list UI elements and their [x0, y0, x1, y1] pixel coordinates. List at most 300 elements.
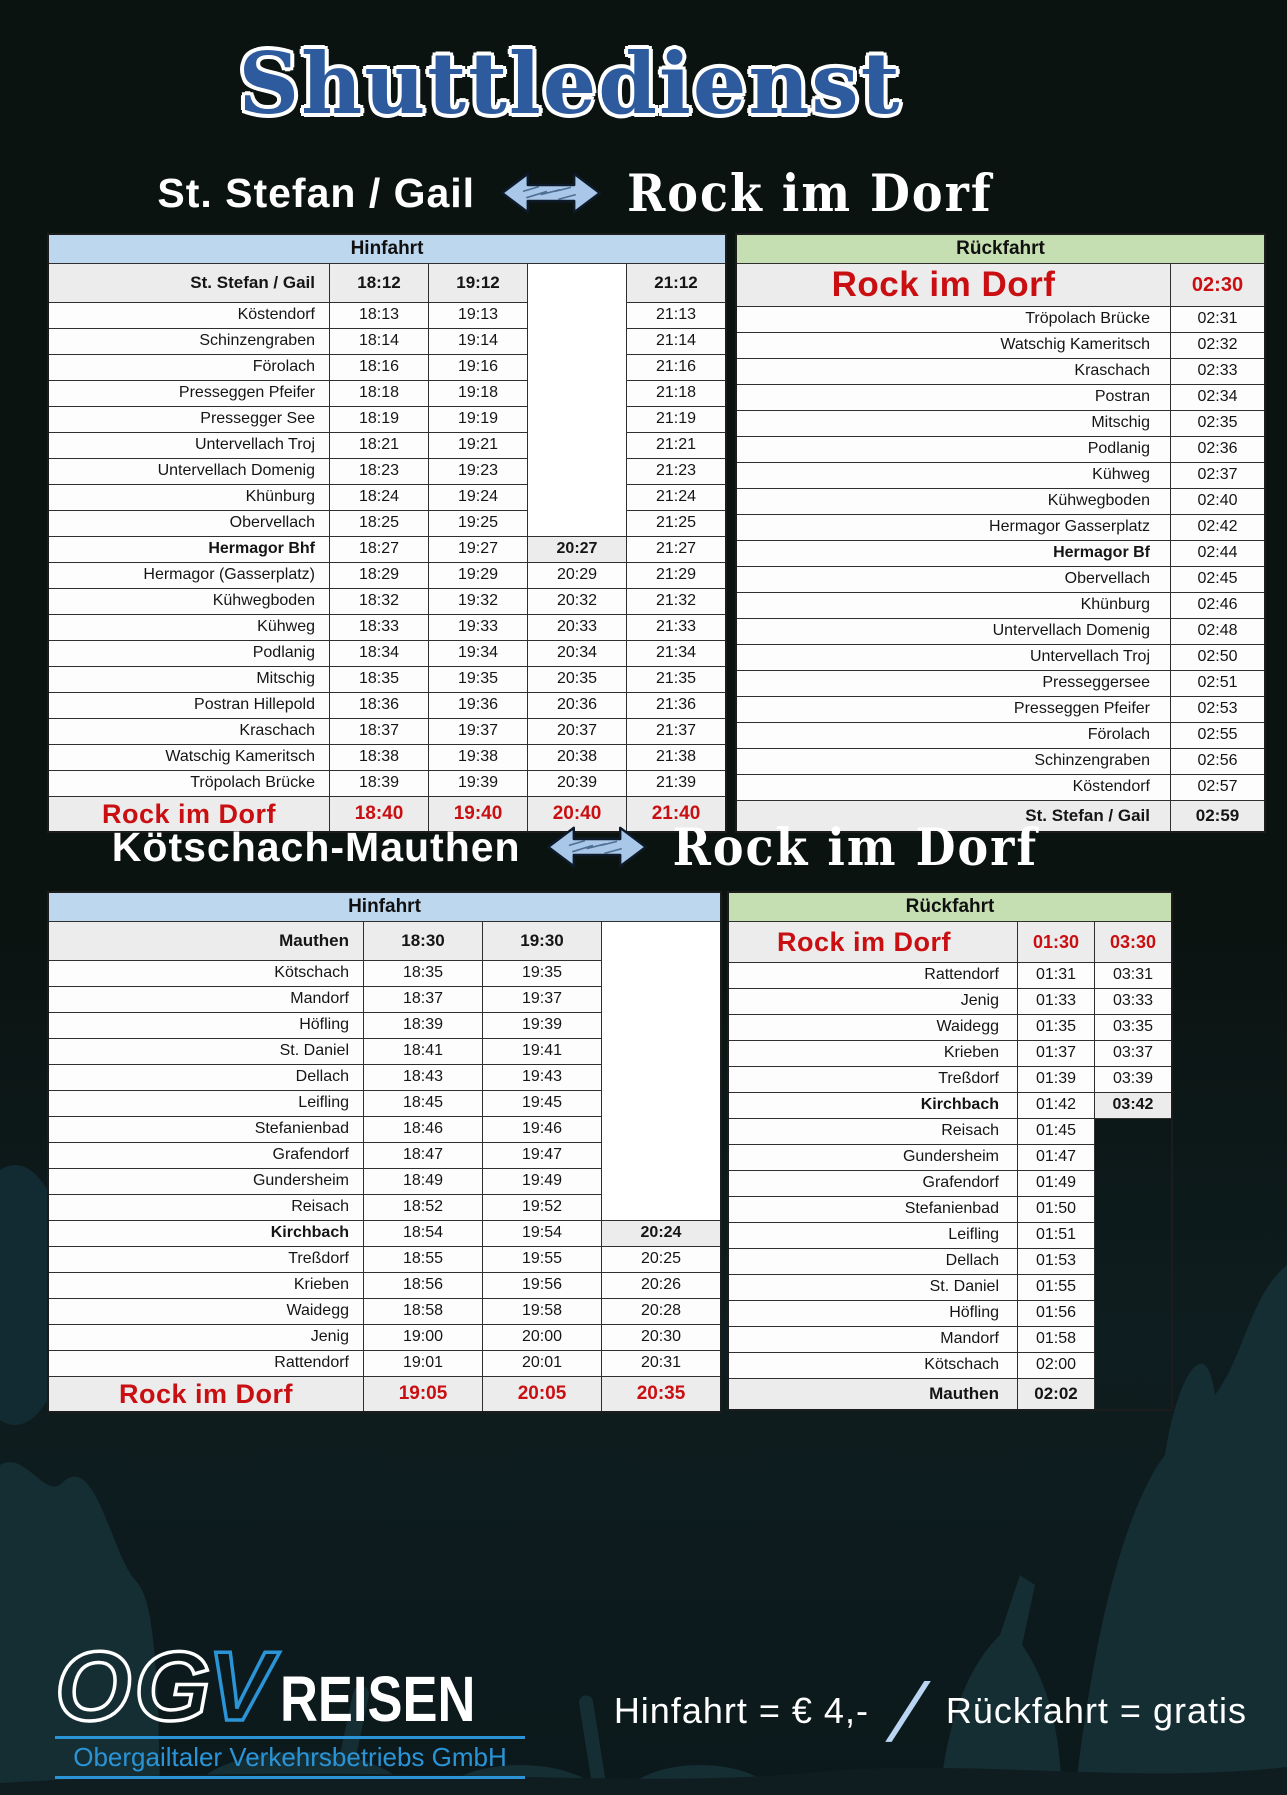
table-row — [48, 1143, 721, 1169]
table-band-header: Hinfahrt — [48, 892, 721, 922]
time-cell: 18:16 — [330, 355, 429, 381]
time-cell: 21:14 — [627, 329, 727, 355]
time-cell: 01:37 — [1018, 1041, 1095, 1067]
time-cell — [1095, 1197, 1173, 1223]
time-cell: 02:32 — [1171, 333, 1266, 359]
time-cell: 02:55 — [1171, 723, 1266, 749]
timetable-stefan-rueckfahrt — [735, 233, 1266, 833]
table-row — [48, 1091, 721, 1117]
time-cell: 20:37 — [528, 719, 627, 745]
time-cell: 20:30 — [602, 1325, 722, 1351]
time-cell: 21:19 — [627, 407, 727, 433]
station-cell: Kühwegboden — [48, 589, 330, 615]
time-cell: 01:30 — [1018, 922, 1095, 963]
time-cell: 20:36 — [528, 693, 627, 719]
time-cell: 19:35 — [429, 667, 528, 693]
time-cell: 21:39 — [627, 771, 727, 797]
time-cell — [528, 355, 627, 381]
station-cell: Kraschach — [48, 719, 330, 745]
station-cell: Stefanienbad — [48, 1117, 364, 1143]
time-cell: 02:46 — [1171, 593, 1266, 619]
logo-reisen-text: REISEN — [279, 1663, 476, 1736]
time-cell: 18:25 — [330, 511, 429, 537]
time-cell: 18:55 — [364, 1247, 483, 1273]
time-cell: 21:33 — [627, 615, 727, 641]
time-cell: 18:35 — [364, 961, 483, 987]
time-cell: 20:33 — [528, 615, 627, 641]
station-cell: Rock im Dorf — [48, 1377, 364, 1413]
table-row — [736, 411, 1265, 437]
table-band-row — [736, 234, 1265, 264]
time-cell: 20:01 — [483, 1351, 602, 1377]
station-cell: Rock im Dorf — [728, 922, 1018, 963]
time-cell: 02:00 — [1018, 1353, 1095, 1379]
table-row — [48, 1169, 721, 1195]
time-cell: 02:45 — [1171, 567, 1266, 593]
table-row — [728, 989, 1172, 1015]
table-row — [736, 775, 1265, 801]
table-row — [736, 619, 1265, 645]
table-row — [48, 771, 726, 797]
time-cell — [602, 1143, 722, 1169]
time-cell: 18:52 — [364, 1195, 483, 1221]
time-cell — [528, 459, 627, 485]
page-title: Shuttledienst — [238, 34, 902, 133]
table-row — [48, 1221, 721, 1247]
time-cell: 19:01 — [364, 1351, 483, 1377]
time-cell — [528, 381, 627, 407]
time-cell: 03:31 — [1095, 963, 1173, 989]
time-cell — [1095, 1379, 1173, 1411]
time-cell: 19:36 — [429, 693, 528, 719]
time-cell: 18:58 — [364, 1299, 483, 1325]
price-hinfahrt: Hinfahrt = € 4,- — [613, 1689, 869, 1731]
time-cell: 20:39 — [528, 771, 627, 797]
station-cell: Untervellach Domenig — [48, 459, 330, 485]
station-cell: Schinzengraben — [736, 749, 1171, 775]
time-cell: 21:23 — [627, 459, 727, 485]
station-cell: Kirchbach — [728, 1093, 1018, 1119]
station-cell: Kühwegboden — [736, 489, 1171, 515]
logo-subtitle: Obergailtaler Verkehrsbetriebs GmbH — [55, 1736, 525, 1779]
table-row — [736, 567, 1265, 593]
time-cell: 19:13 — [429, 303, 528, 329]
time-cell: 19:34 — [429, 641, 528, 667]
time-cell: 20:29 — [528, 563, 627, 589]
time-cell — [528, 264, 627, 303]
table-row — [728, 963, 1172, 989]
table-row — [728, 1171, 1172, 1197]
time-cell: 18:49 — [364, 1169, 483, 1195]
time-cell: 01:49 — [1018, 1171, 1095, 1197]
time-cell: 20:25 — [602, 1247, 722, 1273]
station-cell: Mitschig — [736, 411, 1171, 437]
time-cell: 21:25 — [627, 511, 727, 537]
station-cell: Förolach — [48, 355, 330, 381]
time-cell: 03:35 — [1095, 1015, 1173, 1041]
section1-title — [0, 162, 1150, 224]
table-row — [48, 459, 726, 485]
time-cell: 19:41 — [483, 1039, 602, 1065]
time-cell: 18:12 — [330, 264, 429, 303]
time-cell: 18:54 — [364, 1221, 483, 1247]
station-cell: Höfling — [728, 1301, 1018, 1327]
time-cell — [1095, 1275, 1173, 1301]
station-cell: Leifling — [48, 1091, 364, 1117]
time-cell: 02:42 — [1171, 515, 1266, 541]
time-cell: 21:40 — [627, 797, 727, 833]
table-row — [48, 537, 726, 563]
time-cell: 19:14 — [429, 329, 528, 355]
station-cell: Mandorf — [728, 1327, 1018, 1353]
station-cell: Dellach — [728, 1249, 1018, 1275]
table-row — [736, 723, 1265, 749]
time-cell: 19:25 — [429, 511, 528, 537]
station-cell: Mauthen — [48, 922, 364, 961]
table-row — [728, 1067, 1172, 1093]
time-cell: 20:35 — [602, 1377, 722, 1413]
station-cell: Obervellach — [736, 567, 1171, 593]
table-row — [728, 1327, 1172, 1353]
time-cell — [528, 303, 627, 329]
time-cell: 19:29 — [429, 563, 528, 589]
table-row — [48, 1039, 721, 1065]
table-row — [48, 407, 726, 433]
time-cell: 21:24 — [627, 485, 727, 511]
station-cell: Khünburg — [48, 485, 330, 511]
table-band-row — [728, 892, 1172, 922]
time-cell: 21:37 — [627, 719, 727, 745]
station-cell: Treßdorf — [728, 1067, 1018, 1093]
time-cell: 20:27 — [528, 537, 627, 563]
time-cell: 19:37 — [483, 987, 602, 1013]
station-cell: Gundersheim — [728, 1145, 1018, 1171]
time-cell: 03:42 — [1095, 1093, 1173, 1119]
table-row — [736, 515, 1265, 541]
time-cell: 19:39 — [483, 1013, 602, 1039]
time-cell — [602, 922, 722, 961]
time-cell: 18:45 — [364, 1091, 483, 1117]
table-row — [48, 719, 726, 745]
table-band-header: Rückfahrt — [736, 234, 1265, 264]
time-cell: 02:57 — [1171, 775, 1266, 801]
station-cell: Köstendorf — [736, 775, 1171, 801]
section1-title-left: St. Stefan / Gail — [157, 169, 476, 216]
time-cell: 02:34 — [1171, 385, 1266, 411]
station-cell: Kühweg — [48, 615, 330, 641]
station-cell: Tröpolach Brücke — [48, 771, 330, 797]
time-cell: 18:40 — [330, 797, 429, 833]
time-cell: 02:44 — [1171, 541, 1266, 567]
time-cell: 02:33 — [1171, 359, 1266, 385]
slash-divider: / — [888, 1667, 927, 1753]
station-cell: Presseggen Pfeifer — [48, 381, 330, 407]
station-cell: Jenig — [48, 1325, 364, 1351]
table-row — [736, 541, 1265, 567]
station-cell: Mauthen — [728, 1379, 1018, 1411]
station-cell: Jenig — [728, 989, 1018, 1015]
time-cell: 01:51 — [1018, 1223, 1095, 1249]
time-cell: 01:55 — [1018, 1275, 1095, 1301]
station-cell: Untervellach Domenig — [736, 619, 1171, 645]
table-row — [736, 333, 1265, 359]
table-row — [48, 1351, 721, 1377]
table-row — [48, 641, 726, 667]
time-cell: 19:24 — [429, 485, 528, 511]
time-cell: 02:35 — [1171, 411, 1266, 437]
station-cell: Obervellach — [48, 511, 330, 537]
time-cell — [602, 1065, 722, 1091]
table-row — [48, 329, 726, 355]
time-cell: 21:38 — [627, 745, 727, 771]
time-cell: 19:00 — [364, 1325, 483, 1351]
table-row — [48, 589, 726, 615]
station-cell: Mandorf — [48, 987, 364, 1013]
table-row — [736, 645, 1265, 671]
table-row — [48, 381, 726, 407]
time-cell: 19:16 — [429, 355, 528, 381]
time-cell — [528, 407, 627, 433]
time-cell: 19:38 — [429, 745, 528, 771]
time-cell: 02:31 — [1171, 307, 1266, 333]
station-cell: Kühweg — [736, 463, 1171, 489]
table-row — [736, 264, 1265, 307]
station-cell: Reisach — [48, 1195, 364, 1221]
time-cell: 18:56 — [364, 1273, 483, 1299]
time-cell: 01:42 — [1018, 1093, 1095, 1119]
time-cell: 18:30 — [364, 922, 483, 961]
station-cell: Krieben — [48, 1273, 364, 1299]
time-cell: 18:29 — [330, 563, 429, 589]
time-cell: 02:40 — [1171, 489, 1266, 515]
station-cell: Kötschach — [48, 961, 364, 987]
table-row — [48, 355, 726, 381]
station-cell: Postran — [736, 385, 1171, 411]
time-cell: 19:23 — [429, 459, 528, 485]
time-cell — [1095, 1145, 1173, 1171]
time-cell: 21:27 — [627, 537, 727, 563]
table-row — [728, 1041, 1172, 1067]
time-cell: 18:13 — [330, 303, 429, 329]
time-cell: 19:43 — [483, 1065, 602, 1091]
table-row — [48, 961, 721, 987]
logo-v-mark: V — [207, 1631, 276, 1741]
table-row — [48, 485, 726, 511]
station-cell: Schinzengraben — [48, 329, 330, 355]
time-cell: 18:21 — [330, 433, 429, 459]
station-cell: Rattendorf — [728, 963, 1018, 989]
station-cell: Postran Hillepold — [48, 693, 330, 719]
station-cell: Höfling — [48, 1013, 364, 1039]
time-cell: 18:38 — [330, 745, 429, 771]
station-cell: St. Daniel — [728, 1275, 1018, 1301]
table-row — [736, 437, 1265, 463]
time-cell: 19:12 — [429, 264, 528, 303]
station-cell: Untervellach Troj — [48, 433, 330, 459]
time-cell: 19:18 — [429, 381, 528, 407]
timetable-mauthen-hinfahrt — [47, 891, 722, 1413]
timetable-mauthen-rueckfahrt — [727, 891, 1173, 1411]
time-cell: 01:58 — [1018, 1327, 1095, 1353]
section2-title-left: Kötschach-Mauthen — [111, 823, 521, 870]
time-cell: 21:34 — [627, 641, 727, 667]
table-row — [728, 1145, 1172, 1171]
time-cell: 20:38 — [528, 745, 627, 771]
price-note — [613, 1667, 1247, 1753]
time-cell: 18:35 — [330, 667, 429, 693]
table-row — [728, 1353, 1172, 1379]
time-cell: 02:36 — [1171, 437, 1266, 463]
table-row — [736, 463, 1265, 489]
station-cell: Watschig Kameritsch — [48, 745, 330, 771]
table-row — [48, 987, 721, 1013]
station-cell: Hermagor (Gasserplatz) — [48, 563, 330, 589]
time-cell: 20:35 — [528, 667, 627, 693]
table-row — [728, 1093, 1172, 1119]
time-cell: 01:31 — [1018, 963, 1095, 989]
table-row — [48, 1377, 721, 1413]
table-row — [736, 385, 1265, 411]
time-cell: 19:27 — [429, 537, 528, 563]
time-cell — [1095, 1301, 1173, 1327]
time-cell: 21:12 — [627, 264, 727, 303]
table-band-header: Rückfahrt — [728, 892, 1172, 922]
table-row — [728, 1301, 1172, 1327]
time-cell: 18:39 — [330, 771, 429, 797]
time-cell: 20:40 — [528, 797, 627, 833]
footer — [55, 1631, 1247, 1779]
time-cell: 18:32 — [330, 589, 429, 615]
station-cell: Tröpolach Brücke — [736, 307, 1171, 333]
time-cell: 18:41 — [364, 1039, 483, 1065]
time-cell — [528, 511, 627, 537]
time-cell: 19:35 — [483, 961, 602, 987]
time-cell: 21:13 — [627, 303, 727, 329]
station-cell: Presseggen Pfeifer — [736, 697, 1171, 723]
station-cell: Köstendorf — [48, 303, 330, 329]
station-cell: Grafendorf — [728, 1171, 1018, 1197]
double-arrow-icon — [499, 167, 603, 219]
station-cell: Krieben — [728, 1041, 1018, 1067]
station-cell: St. Stefan / Gail — [736, 801, 1171, 833]
time-cell: 21:21 — [627, 433, 727, 459]
time-cell: 19:45 — [483, 1091, 602, 1117]
time-cell: 18:24 — [330, 485, 429, 511]
time-cell — [602, 961, 722, 987]
time-cell — [1095, 1327, 1173, 1353]
logo-og-text: OG — [55, 1631, 214, 1741]
time-cell: 01:45 — [1018, 1119, 1095, 1145]
table-row — [48, 1247, 721, 1273]
ogv-reisen-logo — [55, 1631, 535, 1779]
time-cell: 20:28 — [602, 1299, 722, 1325]
time-cell: 03:37 — [1095, 1041, 1173, 1067]
time-cell: 18:33 — [330, 615, 429, 641]
time-cell: 20:34 — [528, 641, 627, 667]
station-cell: Waidegg — [48, 1299, 364, 1325]
time-cell: 21:32 — [627, 589, 727, 615]
time-cell — [602, 987, 722, 1013]
table-band-header: Hinfahrt — [48, 234, 726, 264]
time-cell: 01:33 — [1018, 989, 1095, 1015]
table-row — [48, 1065, 721, 1091]
station-cell: Podlanig — [48, 641, 330, 667]
station-cell: Leifling — [728, 1223, 1018, 1249]
station-cell: Hermagor Bf — [736, 541, 1171, 567]
station-cell: Podlanig — [736, 437, 1171, 463]
time-cell: 18:18 — [330, 381, 429, 407]
time-cell — [1095, 1171, 1173, 1197]
table-row — [736, 697, 1265, 723]
time-cell: 21:29 — [627, 563, 727, 589]
table-row — [48, 1195, 721, 1221]
station-cell: Waidegg — [728, 1015, 1018, 1041]
table-row — [736, 359, 1265, 385]
time-cell: 02:51 — [1171, 671, 1266, 697]
time-cell: 20:24 — [602, 1221, 722, 1247]
station-cell: Kirchbach — [48, 1221, 364, 1247]
section2-title-right: Rock im Dorf — [672, 816, 1039, 878]
station-cell: Dellach — [48, 1065, 364, 1091]
time-cell — [602, 1013, 722, 1039]
table-band-row — [48, 892, 721, 922]
time-cell: 01:56 — [1018, 1301, 1095, 1327]
station-cell: Mitschig — [48, 667, 330, 693]
time-cell: 19:55 — [483, 1247, 602, 1273]
table-row — [728, 1015, 1172, 1041]
timetable — [47, 891, 722, 1413]
timetable — [47, 233, 727, 833]
time-cell: 19:58 — [483, 1299, 602, 1325]
table-row — [48, 511, 726, 537]
station-cell: Rock im Dorf — [736, 264, 1171, 307]
station-cell: Förolach — [736, 723, 1171, 749]
time-cell — [528, 485, 627, 511]
station-cell: Stefanienbad — [728, 1197, 1018, 1223]
time-cell: 18:27 — [330, 537, 429, 563]
time-cell: 19:32 — [429, 589, 528, 615]
table-row — [48, 667, 726, 693]
time-cell: 02:02 — [1018, 1379, 1095, 1411]
table-row — [736, 749, 1265, 775]
time-cell: 01:39 — [1018, 1067, 1095, 1093]
time-cell — [602, 1117, 722, 1143]
time-cell: 02:56 — [1171, 749, 1266, 775]
table-row — [48, 615, 726, 641]
time-cell: 20:32 — [528, 589, 627, 615]
table-row — [48, 1013, 721, 1039]
station-cell: Pressegger See — [48, 407, 330, 433]
time-cell: 19:49 — [483, 1169, 602, 1195]
double-arrow-icon — [545, 821, 649, 873]
time-cell: 01:47 — [1018, 1145, 1095, 1171]
time-cell: 02:37 — [1171, 463, 1266, 489]
time-cell: 18:14 — [330, 329, 429, 355]
table-row — [728, 922, 1172, 963]
table-row — [728, 1275, 1172, 1301]
time-cell: 18:39 — [364, 1013, 483, 1039]
time-cell: 21:16 — [627, 355, 727, 381]
table-row — [728, 1119, 1172, 1145]
time-cell: 03:33 — [1095, 989, 1173, 1015]
time-cell: 19:37 — [429, 719, 528, 745]
table-row — [736, 307, 1265, 333]
station-cell: Presseggersee — [736, 671, 1171, 697]
price-rueckfahrt: Rückfahrt = gratis — [945, 1689, 1247, 1731]
time-cell: 19:56 — [483, 1273, 602, 1299]
time-cell: 01:35 — [1018, 1015, 1095, 1041]
table-row — [48, 303, 726, 329]
